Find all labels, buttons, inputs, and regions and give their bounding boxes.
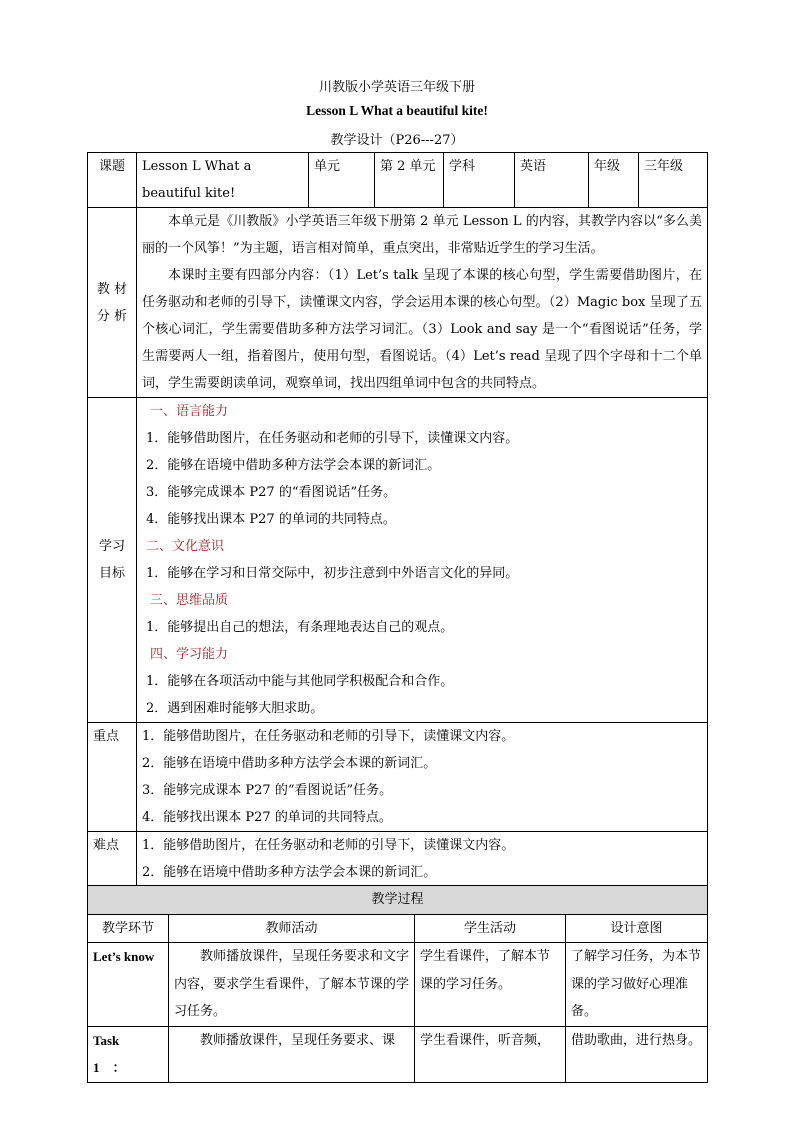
goal-section-language: 一、语言能力	[150, 404, 229, 419]
goal-item: 4．能够找出课本 P27 的单词的共同特点。	[146, 512, 396, 527]
table-row	[88, 943, 708, 1027]
grade-label: 年级	[589, 153, 639, 208]
key-points-content	[137, 723, 708, 832]
goals-label-line1: 学习	[98, 539, 125, 554]
header-stage: 教学环节	[88, 914, 169, 943]
teaching-process-table	[87, 885, 708, 1083]
key-points-row	[88, 723, 708, 832]
difficult-points-content	[137, 832, 708, 887]
stage-cell: Let’s know	[88, 943, 169, 1027]
design-intent-cell: 借助歌曲，进行热身。	[566, 1026, 708, 1082]
goal-section-learning: 四、学习能力	[150, 647, 229, 662]
goal-item: 1．能够提出自己的想法，有条理地表达自己的观点。	[146, 620, 454, 635]
key-point-item: 1．能够借助图片，在任务驱动和老师的引导下，读懂课文内容。	[142, 729, 515, 744]
goal-item: 1．能够在各项活动中能与其他同学积极配合和合作。	[146, 674, 454, 689]
teacher-activity-cell: 教师播放课件，呈现任务要求、课	[169, 1026, 415, 1082]
analysis-row	[88, 208, 708, 398]
subject-label: 学科	[444, 153, 515, 208]
difficult-points-row	[88, 832, 708, 887]
lesson-info-table	[87, 152, 708, 887]
analysis-paragraph-1: 本单元是《川教版》小学英语三年级下册第 2 单元 Lesson L 的内容，其教学内容以“多么美丽的一个风筝！”为主题，语言相对简单，重点突出，非常贴近学生的学习生活。	[142, 214, 702, 256]
table-row	[88, 1026, 708, 1082]
goal-section-culture: 二、文化意识	[146, 539, 225, 554]
process-title: 教学过程	[88, 886, 708, 915]
analysis-paragraph-2: 本课时主要有四部分内容：（1）Let’s talk 呈现了本课的核心句型，学生需要借助图片，在任务驱动和老师的引导下，读懂课文内容，学会运用本课的核心句型。（2）Magic box 呈现了五个核心词汇，学生需要借助多种方法学习词汇。（3）Look and say 是一个“看图说话”任务，学生需要两人一组，指着图片，使用句型，看图说话。（4）Let’s read 呈现了四个字母和十二个单词，学生需要朗读单词，观察单词，找出四组单词中包含的共同特点。	[142, 268, 702, 391]
key-point-item: 2．能够在语境中借助多种方法学会本课的新词汇。	[142, 756, 437, 771]
goals-label	[88, 398, 137, 723]
unit-value: 第 2 单元	[375, 153, 444, 208]
grade-value: 三年级	[639, 153, 708, 208]
goals-label-line2: 目标	[98, 566, 125, 581]
topic-label: 课题	[88, 153, 137, 208]
goal-item: 2．遇到困难时能够大胆求助。	[146, 701, 324, 716]
header-intent: 设计意图	[566, 914, 708, 943]
difficult-points-label: 难点	[88, 832, 137, 887]
topic-row	[88, 153, 708, 208]
goal-item: 2．能够在语境中借助多种方法学会本课的新词汇。	[146, 458, 441, 473]
analysis-content	[137, 208, 708, 398]
analysis-label-line1: 教 材	[96, 281, 128, 297]
goal-item: 1．能够借助图片，在任务驱动和老师的引导下，读懂课文内容。	[146, 431, 519, 446]
doc-title-design: 教学设计（P26---27）	[330, 133, 464, 148]
process-header-row	[88, 914, 708, 943]
goals-content	[137, 398, 708, 723]
stage-cell: Task 1 ：	[88, 1026, 169, 1082]
key-point-item: 3．能够完成课本 P27 的“看图说话”任务。	[142, 783, 393, 798]
doc-title-line1: 川教版小学英语三年级下册	[318, 80, 475, 95]
key-point-item: 4．能够找出课本 P27 的单词的共同特点。	[142, 810, 392, 825]
goal-item: 3．能够完成课本 P27 的“看图说话”任务。	[146, 485, 397, 500]
student-activity-cell: 学生看课件，听音频，	[415, 1026, 566, 1082]
header-teacher: 教师活动	[169, 914, 415, 943]
goals-row	[88, 398, 708, 723]
key-points-label: 重点	[88, 723, 137, 832]
student-activity-cell: 学生看课件，了解本节课的学习任务。	[415, 943, 566, 1027]
design-intent-cell: 了解学习任务，为本节课的学习做好心理准备。	[566, 943, 708, 1027]
subject-value: 英语	[515, 153, 589, 208]
topic-value: Lesson L What a beautiful kite!	[137, 153, 309, 208]
goal-section-thinking: 三、思维品质	[150, 593, 229, 608]
analysis-label	[88, 208, 137, 398]
difficult-point-item: 1．能够借助图片，在任务驱动和老师的引导下，读懂课文内容。	[142, 838, 515, 853]
difficult-point-item: 2．能够在语境中借助多种方法学会本课的新词汇。	[142, 865, 437, 880]
process-title-row	[88, 886, 708, 915]
analysis-label-line2: 分 析	[96, 308, 128, 324]
doc-title-lesson: Lesson L What a beautiful kite!	[306, 103, 488, 118]
header-student: 学生活动	[415, 914, 566, 943]
goal-item: 1．能够在学习和日常交际中，初步注意到中外语言文化的异同。	[146, 566, 519, 581]
teacher-activity-cell: 教师播放课件，呈现任务要求和文字内容，要求学生看课件，了解本节课的学习任务。	[169, 943, 415, 1027]
unit-label: 单元	[309, 153, 375, 208]
